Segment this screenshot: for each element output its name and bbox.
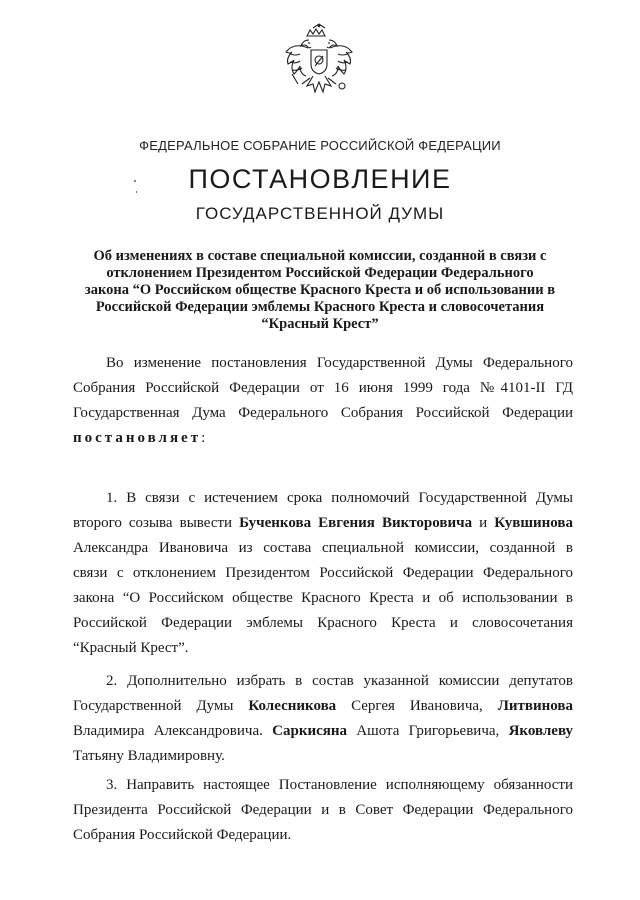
title-line: Российской Федерации эмблемы Красного Креста и словосочетания	[95, 299, 545, 315]
title-line: Об изменениях в составе специальной комиссии, созданной в связи с	[93, 248, 547, 264]
preamble-line: Государственная Дума Федерального Собрания Российской Федерации	[73, 405, 573, 421]
preamble-line: Во изменение постановления Государственной Думы Федерального	[106, 355, 573, 371]
preamble	[73, 351, 573, 451]
document-type: ПОСТАНОВЛЕНИЕ	[188, 164, 452, 194]
item-line	[73, 694, 573, 719]
preamble-line: Собрания Российской Федерации от 16 июня 1999 года №4101-II ГД	[73, 380, 573, 396]
resolves-colon: :	[201, 430, 206, 446]
item-line: 1. В связи с истечением срока полномочий Государственной Думы	[106, 490, 573, 506]
item-3	[73, 773, 573, 848]
item-line: “Красный Крест”.	[73, 640, 189, 656]
deputy-name: Литвинова	[497, 698, 573, 714]
item-2	[73, 669, 573, 769]
resolves-line	[73, 426, 573, 451]
item-line	[73, 511, 573, 536]
text-run: Государственной Думы	[73, 698, 234, 714]
deputy-name: Яковлеву	[508, 723, 574, 739]
document-issuer: ГОСУДАРСТВЕННОЙ ДУМЫ	[195, 204, 445, 223]
deputy-name: Колесникова	[248, 698, 337, 714]
russian-coat-of-arms-icon	[280, 22, 358, 104]
item-line: 2. Дополнительно избрать в состав указанной комиссии депутатов	[106, 673, 573, 689]
item-line: Александра Ивановича из состава специальной комиссии, созданной в	[73, 540, 573, 556]
assembly-name: ФЕДЕРАЛЬНОЕ СОБРАНИЕ РОССИЙСКОЙ ФЕДЕРАЦИИ	[139, 138, 501, 153]
item-line: Собрания Российской Федерации.	[73, 827, 292, 843]
deputy-name: Кувшинова	[494, 515, 574, 531]
title-line: закона “О Российском обществе Красного Креста и об использовании в	[84, 282, 556, 298]
item-line: 3. Направить настоящее Постановление исполняющему обязанности	[106, 777, 573, 793]
item-1	[73, 486, 573, 661]
text-run: Ашота Григорьевича,	[356, 723, 500, 739]
document-title	[70, 248, 570, 333]
item-line: Российской Федерации эмблемы Красного Креста и словосочетания	[73, 615, 573, 631]
text-run: и	[479, 515, 488, 531]
resolves-word: постановляет	[73, 430, 202, 446]
item-line: Татьяну Владимировну.	[73, 748, 225, 764]
item-line	[73, 719, 573, 744]
item-line: закона “О Российском обществе Красного Креста и об использовании в	[73, 590, 573, 606]
title-line: отклонением Президентом Российской Федерации Федерального	[106, 265, 534, 281]
item-line: Президента Российской Федерации и в Совет Федерации Федерального	[73, 802, 573, 818]
text-run: второго созыва вывести	[73, 515, 233, 531]
item-line: связи с отклонением Президентом Российской Федерации Федерального	[73, 565, 573, 581]
title-line: “Красный Крест”	[261, 316, 379, 332]
deputy-name: Саркисяна	[272, 723, 348, 739]
deputy-name: Бученкова Евгения Викторовича	[239, 515, 473, 531]
text-run: Сергея Ивановича,	[351, 698, 483, 714]
text-run: Владимира Александровича.	[73, 723, 263, 739]
